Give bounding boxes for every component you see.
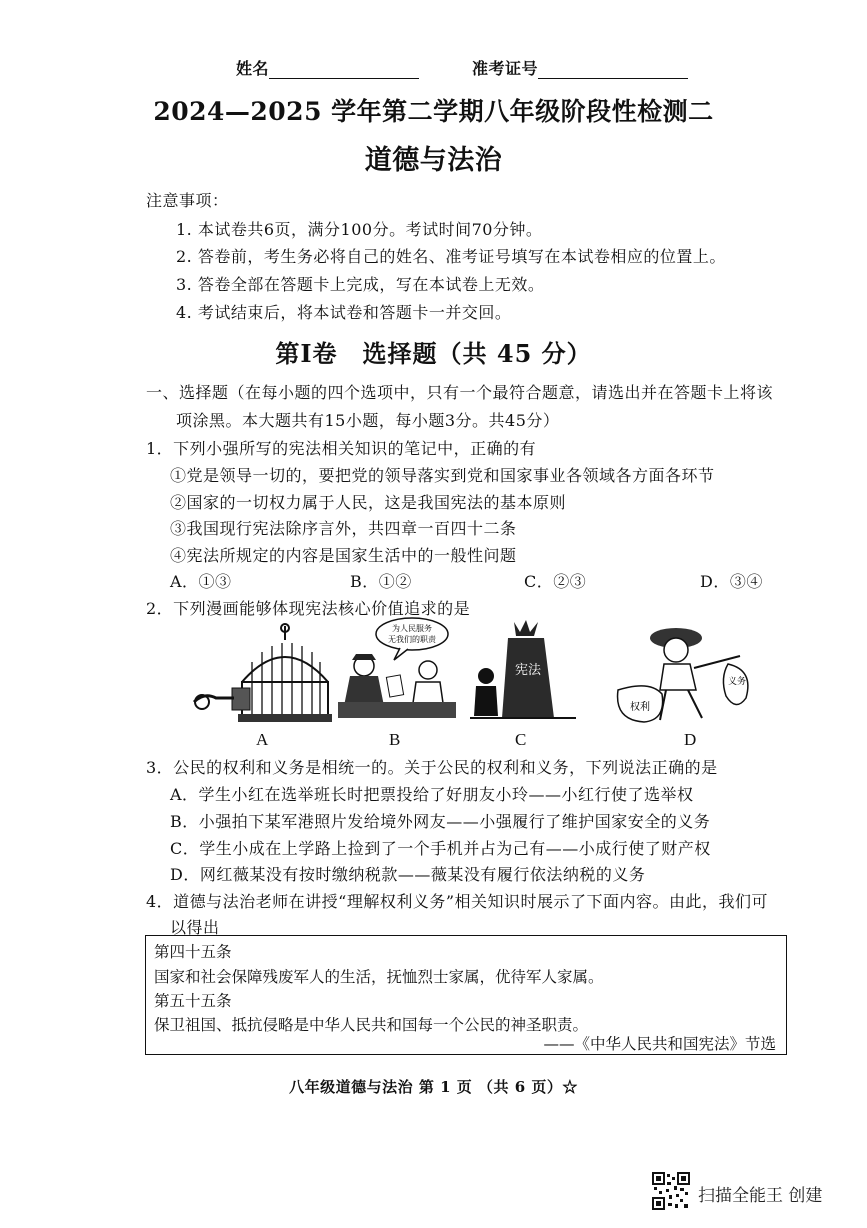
notes-heading: 注意事项： [146, 191, 229, 210]
note-item: 4. 考试结束后，将本试卷和答题卡一并交回。 [176, 303, 512, 322]
q1-option-d: D．③④ [700, 572, 763, 591]
exam-number-label: 准考证号 [472, 59, 539, 78]
cartoon-b-bubble-text: 为人民服务 [392, 624, 432, 633]
q1-option-c: C．②③ [524, 572, 587, 591]
exam-number-blank [538, 60, 688, 79]
cartoon-c-monument [468, 616, 578, 724]
qr-code-icon [652, 1172, 690, 1210]
note-item: 2. 答卷前，考生务必将自己的姓名、准考证号填写在本试卷相应的位置上。 [176, 247, 726, 266]
exam-title: 2024—2025 学年第二学期八年级阶段性检测二 [153, 97, 714, 126]
note-item: 1. 本试卷共6页，满分100分。考试时间70分钟。 [176, 220, 543, 239]
q3-option-c: C．学生小成在上学路上捡到了一个手机并占为己有——小成行使了财产权 [170, 839, 711, 858]
q4-stem: 4．道德与法治老师在讲授“理解权利义务”相关知识时展示了下面内容。由此，我们可 [146, 892, 769, 911]
svg-text:无我们的职责: 无我们的职责 [388, 635, 436, 644]
q1-statement: ②国家的一切权力属于人民，这是我国宪法的基本原则 [170, 493, 567, 512]
cartoon-b-caption: B [389, 730, 401, 749]
name-blank [269, 60, 419, 79]
q3-stem: 3．公民的权利和义务是相统一的。关于公民的权利和义务，下列说法正确的是 [146, 758, 718, 777]
cartoon-d-caption: D [684, 730, 697, 749]
exam-number-field [472, 56, 688, 79]
name-label: 姓名 [236, 59, 270, 78]
q4-stem-cont: 以得出 [170, 918, 220, 937]
q3-option-a: A．学生小红在选举班长时把票投给了好朋友小玲——小红行使了选举权 [170, 785, 694, 804]
q3-option-b: B．小强拍下某军港照片发给境外网友——小强履行了维护国家安全的义务 [170, 812, 711, 831]
page-footer: 八年级道德与法治 第 1 页 （共 6 页）☆ [289, 1078, 578, 1096]
cartoon-a-caption: A [256, 730, 269, 749]
name-field [236, 56, 419, 79]
article-45-text: 国家和社会保障残废军人的生活，抚恤烈士家属，优待军人家属。 [154, 968, 604, 986]
q1-statement: ③我国现行宪法除序言外，共四章一百四十二条 [170, 519, 517, 538]
cartoon-a-birdcage [190, 622, 340, 726]
subject-title: 道德与法治 [364, 145, 503, 176]
cartoon-c-monument-text: 宪法 [514, 663, 542, 678]
article-45-title: 第四十五条 [154, 943, 232, 961]
section-title: 第Ⅰ卷 选择题（共 45 分） [275, 339, 592, 368]
cartoon-d-left-bag-text: 权利 [630, 702, 650, 713]
article-55-title: 第五十五条 [154, 992, 232, 1010]
excerpt-source: ——《中华人民共和国宪法》节选 [543, 1035, 776, 1053]
cartoon-b-clerk [330, 614, 460, 724]
q1-stem: 1．下列小强所写的宪法相关知识的笔记中，正确的有 [146, 439, 537, 458]
note-item: 3. 答卷全部在答题卡上完成，写在本试卷上无效。 [176, 275, 545, 294]
constitution-excerpt-box [145, 935, 787, 1055]
q1-statement: ①党是领导一切的，要把党的领导落实到党和国家事业各领域各方面各环节 [170, 466, 715, 485]
q1-option-b: B．①② [350, 572, 412, 591]
q2-stem: 2．下列漫画能够体现宪法核心价值追求的是 [146, 599, 471, 618]
q1-statement: ④宪法所规定的内容是国家生活中的一般性问题 [170, 546, 517, 565]
section-intro: 一、选择题（在每小题的四个选项中，只有一个最符合题意，请选出并在答题卡上将该 [146, 383, 774, 402]
cartoon-d-bags [604, 620, 764, 728]
scanner-watermark: 扫描全能王 创建 [698, 1186, 823, 1206]
q1-option-a: A．①③ [170, 572, 232, 591]
cartoon-c-caption: C [515, 730, 527, 749]
section-intro-cont: 项涂黑。本大题共有15小题，每小题3分。共45分） [176, 411, 560, 430]
cartoon-d-right-bag-text: 义务 [727, 677, 747, 687]
q3-option-d: D．网红薇某没有按时缴纳税款——薇某没有履行依法纳税的义务 [170, 865, 646, 884]
article-55-text: 保卫祖国、抵抗侵略是中华人民共和国每一个公民的神圣职责。 [154, 1016, 589, 1034]
